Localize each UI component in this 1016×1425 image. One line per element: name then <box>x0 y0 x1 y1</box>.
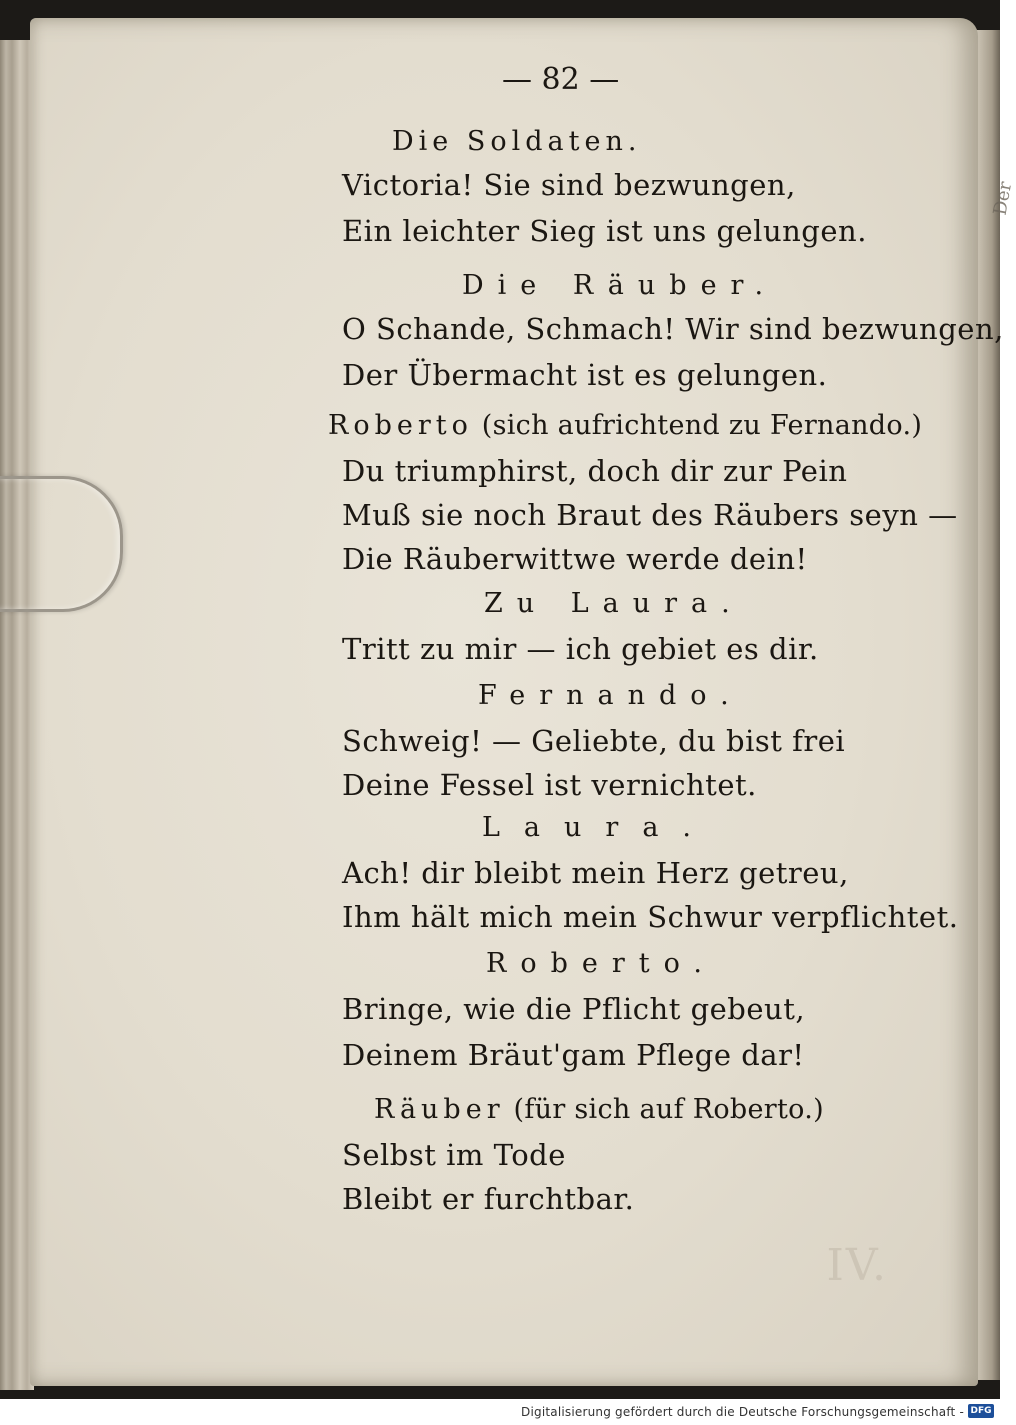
verse-line: Selbst im Tode <box>342 1138 566 1172</box>
speaker-name: Räuber <box>374 1094 505 1125</box>
verse-line: Der Übermacht ist es gelungen. <box>342 358 828 392</box>
adjacent-page-glimpse: Der <box>989 180 1016 217</box>
verse-line: Du triumphirst, doch dir zur Pein <box>342 454 848 488</box>
verse-line: Bleibt er furchtbar. <box>342 1182 635 1216</box>
verse-line: Deinem Bräut'gam Pflege dar! <box>342 1038 805 1072</box>
verse-line: Deine Fessel ist vernichtet. <box>342 768 757 802</box>
verse-line: O Schande, Schmach! Wir sind bezwungen, <box>342 312 1004 346</box>
footer-bar <box>0 1399 1000 1425</box>
speaker-with-direction <box>374 1094 824 1125</box>
funding-credit: Digitalisierung gefördert durch die Deutsche Forschungsgemeinschaft - <box>521 1405 964 1419</box>
verse-line: Muß sie noch Braut des Räubers seyn — <box>342 498 958 532</box>
speaker-heading: Laura. <box>482 812 716 843</box>
verse-line: Die Räuberwittwe werde dein! <box>342 542 808 576</box>
speaker-heading: Roberto. <box>486 948 716 979</box>
page-number: — 82 — <box>502 62 620 97</box>
verse-line: Bringe, wie die Pflicht gebeut, <box>342 992 806 1026</box>
stage-direction: (für sich auf Roberto.) <box>513 1094 824 1125</box>
speaker-heading: Fernando. <box>478 680 743 711</box>
page-text <box>30 18 1004 1386</box>
verse-line: Victoria! Sie sind bezwungen, <box>342 168 796 202</box>
stage-direction: (sich aufrichtend zu Fernando.) <box>481 410 923 441</box>
dfg-logo: DFG <box>968 1404 994 1418</box>
speaker-heading: Zu Laura. <box>484 588 744 619</box>
speaker-with-direction <box>328 410 922 441</box>
verse-line: Schweig! — Geliebte, du bist frei <box>342 724 846 758</box>
verse-line: Ein leichter Sieg ist uns gelungen. <box>342 214 867 248</box>
speaker-heading: Die Räuber. <box>462 270 778 301</box>
book-page <box>30 18 1016 1386</box>
page-stack-left <box>0 40 34 1390</box>
speaker-heading: Die Soldaten. <box>392 126 642 157</box>
verse-line: Ihm hält mich mein Schwur verpflichtet. <box>342 900 959 934</box>
verse-line: Ach! dir bleibt mein Herz getreu, <box>342 856 849 890</box>
verse-line: Tritt zu mir — ich gebiet es dir. <box>342 632 819 666</box>
bleed-through-mark: IV. <box>826 1240 888 1291</box>
speaker-name: Roberto <box>328 410 473 441</box>
